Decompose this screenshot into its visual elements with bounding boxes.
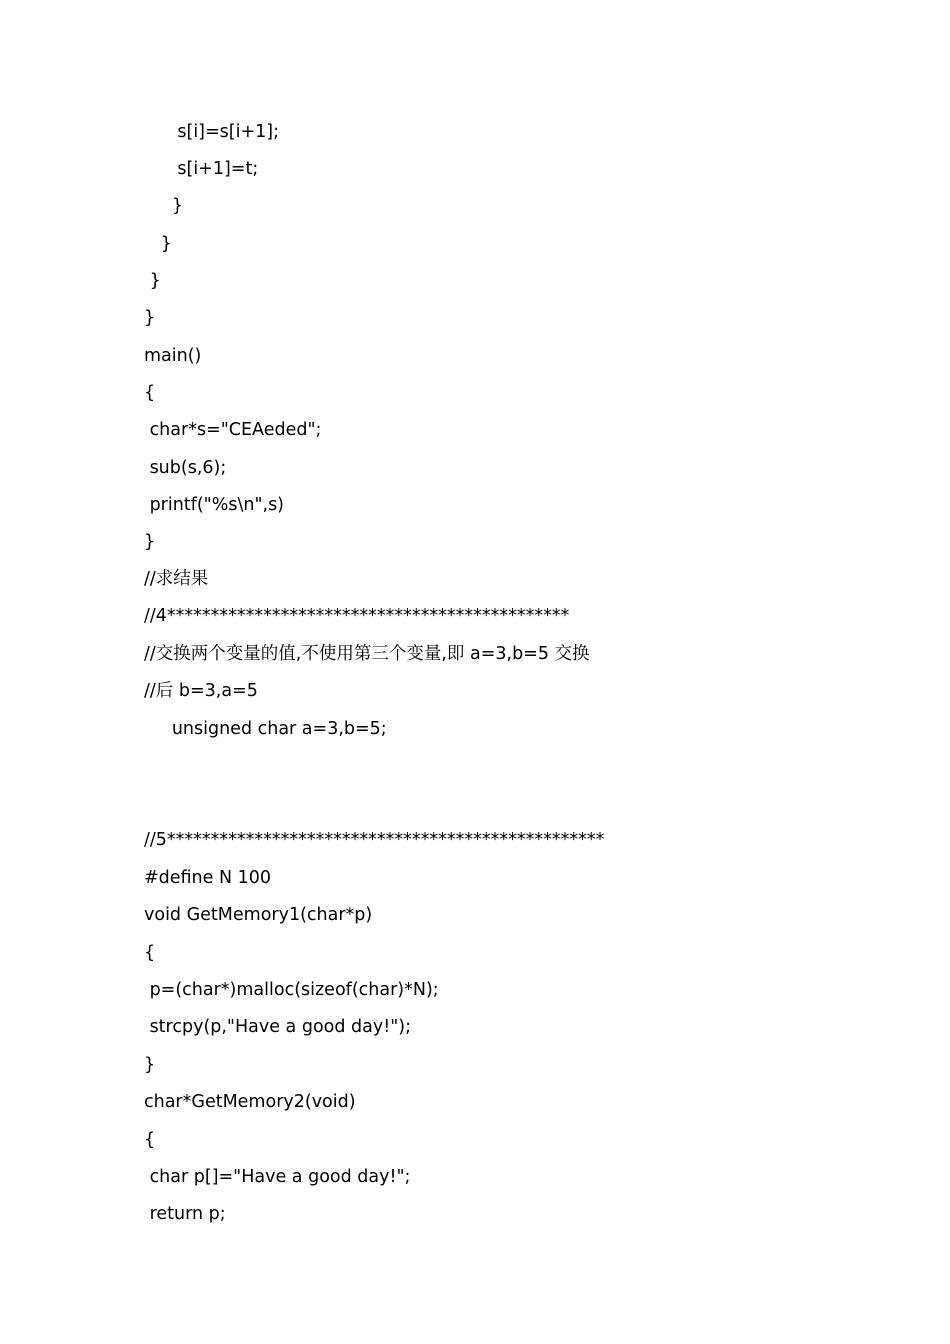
- code-line: p=(char*)malloc(sizeof(char)*N);: [144, 980, 439, 1000]
- code-line: unsigned char a=3,b=5;: [144, 719, 387, 739]
- code-line: void GetMemory1(char*p): [144, 905, 373, 925]
- code-line: main(): [144, 346, 202, 366]
- code-line: }: [144, 308, 156, 328]
- comment-line: //求结果: [144, 569, 209, 589]
- code-line: {: [144, 383, 156, 403]
- code-line: }: [144, 196, 183, 216]
- comment-line: //交换两个变量的值,不使用第三个变量,即 a=3,b=5 交换: [144, 644, 590, 664]
- code-line: s[i+1]=t;: [144, 159, 259, 179]
- comment-line: //5**************************************************: [144, 830, 605, 850]
- code-line: strcpy(p,"Have a good day!");: [144, 1017, 412, 1037]
- code-line: char p[]="Have a good day!";: [144, 1167, 411, 1187]
- code-line: char*s="CEAeded";: [144, 420, 322, 440]
- code-line: char*GetMemory2(void): [144, 1092, 356, 1112]
- code-line: }: [144, 532, 156, 552]
- code-line: {: [144, 1130, 156, 1150]
- code-line: s[i]=s[i+1];: [144, 122, 280, 142]
- code-line: {: [144, 943, 156, 963]
- code-line: #define N 100: [144, 868, 272, 888]
- code-line: printf("%s\n",s): [144, 495, 285, 515]
- comment-line: //后 b=3,a=5: [144, 681, 258, 701]
- code-line: }: [144, 1055, 156, 1075]
- code-line: }: [144, 234, 172, 254]
- code-line: sub(s,6);: [144, 458, 227, 478]
- code-line: return p;: [144, 1204, 226, 1224]
- code-line: }: [144, 271, 161, 291]
- comment-line: //4**********************************************: [144, 606, 570, 626]
